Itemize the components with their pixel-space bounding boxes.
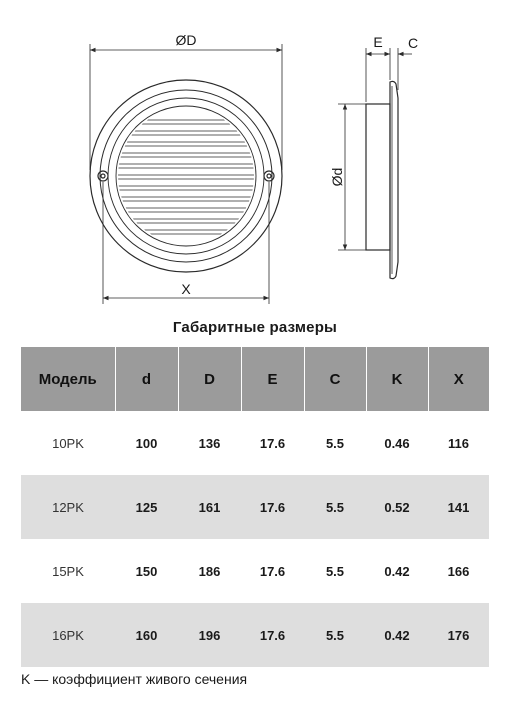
cell-D: 196 [178, 603, 241, 667]
dimensions-table [21, 347, 489, 667]
cell-E: 17.6 [259, 563, 286, 579]
cell-X: 116 [448, 435, 469, 451]
cell-model: 16PK [21, 603, 115, 667]
table-row [21, 411, 489, 475]
label-D: ØD [175, 32, 197, 48]
header-E: E [241, 347, 304, 411]
cell-D: 161 [178, 475, 241, 539]
header-X: X [428, 347, 489, 411]
footnote: K — коэффициент живого сечения [21, 671, 248, 687]
grille-side-view [366, 81, 398, 278]
table-row [21, 539, 489, 603]
header-K: K [366, 347, 428, 411]
cell-model: 15PK [52, 563, 84, 579]
label-C: C [407, 35, 419, 51]
dimension-E-C [366, 48, 412, 102]
grille-front-view [90, 80, 282, 272]
cell-C: 5.5 [325, 563, 345, 579]
cell-C: 5.5 [304, 603, 366, 667]
header-model: Модель [21, 347, 115, 411]
cell-model: 12PK [21, 475, 115, 539]
cell-d: 100 [135, 435, 158, 451]
cell-X: 176 [428, 603, 489, 667]
cell-model: 10PK [52, 435, 84, 451]
cell-C: 5.5 [325, 435, 345, 451]
cell-D: 136 [198, 435, 221, 451]
cell-d: 160 [115, 603, 178, 667]
cell-K: 0.42 [384, 563, 410, 579]
cell-D: 186 [198, 563, 221, 579]
table-row [21, 475, 489, 539]
cell-X: 166 [447, 563, 470, 579]
cell-K: 0.52 [366, 475, 428, 539]
label-d: Ød [329, 167, 345, 187]
cell-d: 125 [115, 475, 178, 539]
cell-E: 17.6 [259, 435, 286, 451]
header-C: C [304, 347, 366, 411]
table-header-row [21, 347, 489, 411]
cell-X: 141 [428, 475, 489, 539]
table-title: Габаритные размеры [172, 319, 338, 336]
cell-C: 5.5 [304, 475, 366, 539]
label-E: E [373, 34, 383, 50]
cell-E: 17.6 [241, 603, 304, 667]
label-X: X [181, 281, 191, 297]
header-D: D [178, 347, 241, 411]
cell-d: 150 [135, 563, 158, 579]
dimension-drawing [0, 0, 510, 318]
cell-K: 0.46 [384, 435, 410, 451]
header-d: d [115, 347, 178, 411]
cell-E: 17.6 [241, 475, 304, 539]
table-row [21, 603, 489, 667]
cell-K: 0.42 [366, 603, 428, 667]
